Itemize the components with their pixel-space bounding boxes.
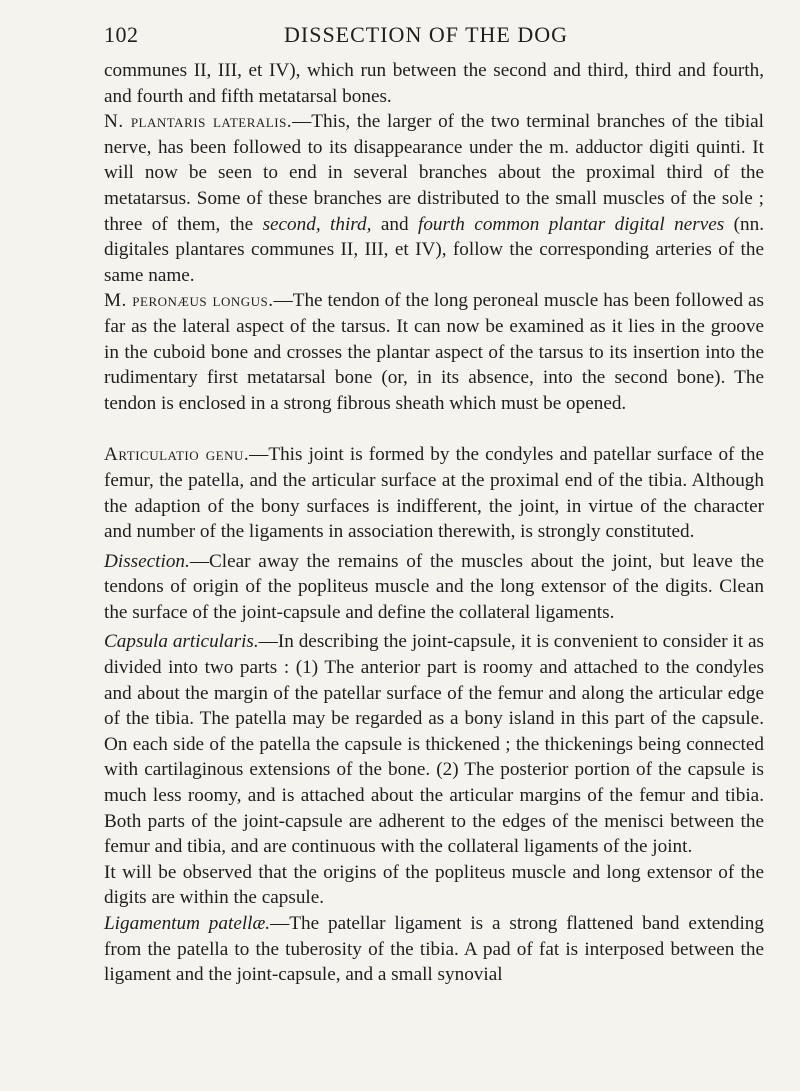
section-gap [104,416,764,442]
paragraph-text: —In describing the joint-capsule, it is convenient to consider it as divided into two parts : (1) The anterior part is roomy and attached to the condyles and about the margin of the patellar surface of the femur and along the articular edge of the tibia. The patella may be regarded as a bony island in this part of the capsule. On each side of the patella the capsule is thickened ; the thickenings being connected with cartilaginous extensions of the bone. (2) The posterior portion of the capsule is much less roomy, and is attached about the articular margins of the femur and tibia. Both parts of the joint-capsule are adherent to the edges of the menisci between the femur and tibia, and are continuous with the collateral ligaments of the joint. [104,631,765,858]
page-number: 102 [104,22,139,47]
paragraph-text: communes II, III, et IV), which run between the second and third, third and fourth, and fourth and fifth metatarsal bones. [104,60,764,107]
paragraph [104,109,764,288]
section-lead: N. plantaris lateralis. [104,111,293,133]
section-lead: Ligamentum patellæ. [104,913,271,934]
paragraph-text: —Clear away the remains of the muscles about the joint, but leave the tendons of origin of the popliteus muscle and the long extensor of the digits. Clean the surface of the joint-capsule and define the collateral ligaments. [104,550,764,623]
paragraph [104,911,764,988]
paragraph [104,442,764,544]
paragraph-text: and [371,213,418,235]
paragraph-text: —The tendon of the long peroneal muscle has been followed as far as the lateral aspect of the tarsus. It can now be examined as it lies in the groove in the cuboid bone and crosses the plantar aspect of the tarsus to its insertion into the rudimentary first metatarsal bone (or, in its absence, into the second bone). The tendon is enclosed in a strong fibrous sheath which must be opened. [104,290,764,414]
paragraph [104,288,764,416]
paragraph-text: —The patellar ligament is a strong flattened band extending from the patella to the tuberosity of the tibia. A pad of fat is interposed between the ligament and the joint-capsule, and a small synovial [104,913,764,986]
section-lead: Dissection. [104,550,190,572]
paragraph-text: —This joint is formed by the condyles and patellar surface of the femur, the patella, and the articular surface at the proximal end of the tibia. Although the adaption of the bony surfaces is indifferent, the joint, in virtue of the character and number of the ligaments in association therewith, is strongly constituted. [104,444,765,543]
italic-text: second, third, [262,213,372,235]
section-lead: M. peronæus longus. [104,290,274,312]
paragraph [104,860,764,911]
paragraph-text: —This, the larger of the two terminal branches of the tibial nerve, has been followed to its disappearance under the m. adductor digiti quinti. It will now be seen to end in several branches about the proximal third of the metatarsus. Some of these branches are distributed to the small muscles of the sole ; three of them, the [104,111,764,235]
paragraph [104,549,764,626]
section-heading: Articulatio genu. [104,444,250,466]
page-body [104,58,764,988]
italic-text: fourth common plantar digital nerves [417,213,725,235]
paragraph [104,58,764,109]
paragraph-text: (nn. digitales plantares communes II, III, et IV), follow the corresponding arteries of the same name. [104,213,764,286]
paragraph [104,629,764,859]
page-header [104,18,764,58]
running-head: DISSECTION OF THE DOG [284,22,568,47]
paragraph-text: It will be observed that the origins of the popliteus muscle and long extensor of the digits are within the capsule. [104,861,764,909]
section-lead: Capsula articularis. [104,631,259,653]
